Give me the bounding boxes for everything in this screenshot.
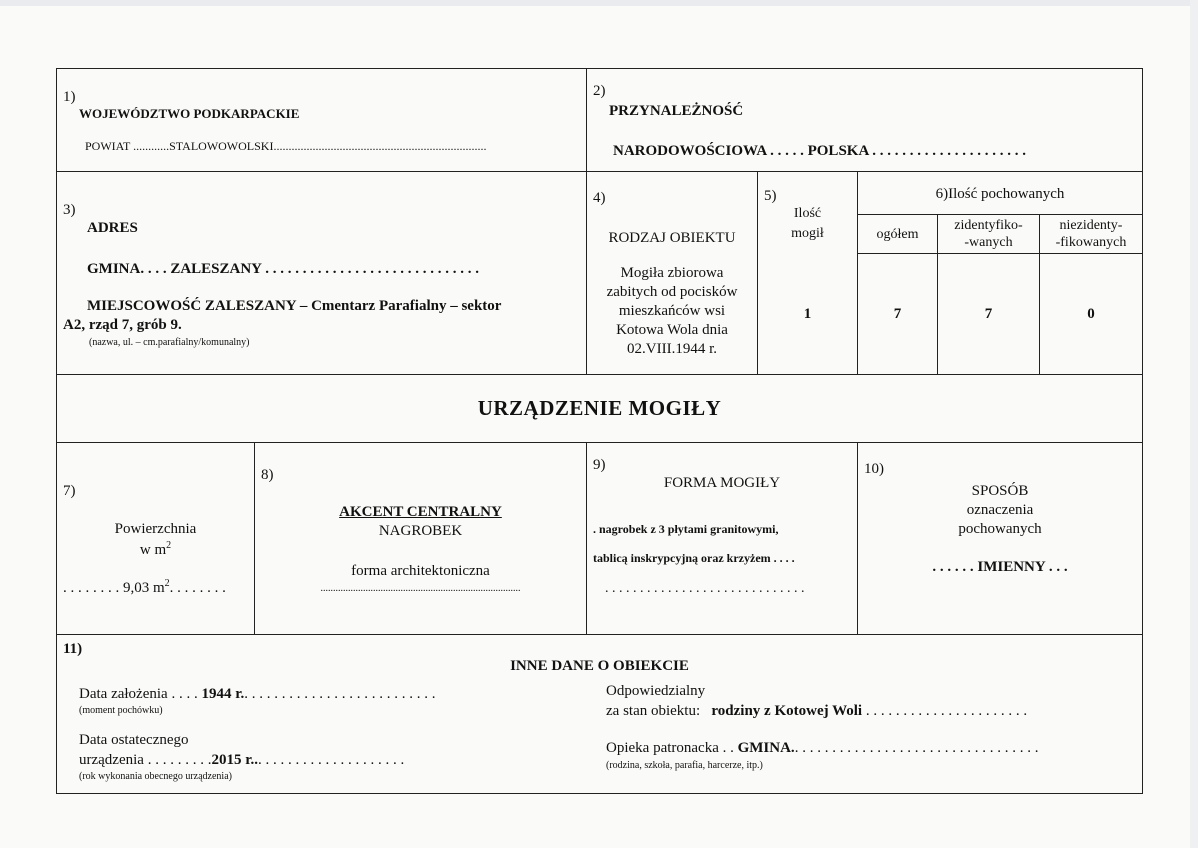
rodzaj-line: Kotowa Wola dnia: [616, 322, 728, 338]
zalozenia-value: 1944 r.: [201, 686, 245, 702]
section-number: 4): [593, 190, 606, 206]
rodzaj-obiektu-title: RODZAJ OBIEKTU: [608, 230, 736, 246]
niezidentyfikowanych-label-1: niezidenty-: [1059, 218, 1123, 233]
inne-dane-title: INNE DANE O OBIEKCIE: [510, 658, 689, 674]
odpowiedzialny: [606, 703, 1027, 720]
value-ogolem: [857, 253, 938, 375]
area-dots: . . . . . . . .: [169, 580, 226, 596]
cell-inne-dane: [56, 634, 1143, 794]
urzadzenie-mogily-heading: URZĄDZENIE MOGIŁY: [477, 396, 722, 420]
cell-sposob-oznaczenia: [857, 442, 1143, 635]
ostatecznego-note: (rok wykonania obecnego urządzenia): [79, 771, 232, 782]
ogolem-value: 7: [893, 306, 902, 322]
pochowanych-label: pochowanych: [958, 521, 1042, 537]
niezidentyfikowanych-value: 0: [1087, 306, 1095, 322]
ostatecznego-value: 2015 r..: [211, 752, 258, 768]
opieka-patronacka: [606, 740, 1038, 757]
unit-text: w m: [139, 542, 167, 558]
zalozenia-dots: . . . . . . . . . . . . . . . . . . . . . . . . . .: [244, 686, 436, 702]
cell-powierzchnia: [56, 442, 255, 635]
section-number: 1): [63, 89, 76, 105]
section-number: 10): [864, 461, 884, 477]
rodzaj-line: zabitych od pocisków: [606, 284, 738, 300]
value-zidentyfikowanych: [937, 253, 1040, 375]
section-number: 8): [261, 467, 274, 483]
rodzaj-line: mieszkańców wsi: [618, 303, 726, 319]
section-number: 2): [593, 83, 606, 99]
odpowiedzialny-label-1: Odpowiedzialny: [606, 683, 706, 699]
sposob-label: SPOSÓB: [971, 483, 1029, 499]
section-number: 3): [63, 202, 76, 218]
forma-mogily-title: FORMA MOGIŁY: [663, 475, 781, 491]
opieka-dots: . . . . . . . . . . . . . . . . . . . . . . . . . . . . . . . . .: [794, 740, 1039, 756]
zidentyfikowanych-value: 7: [984, 306, 993, 322]
cell-forma-mogily: [586, 442, 858, 635]
cell-ilosc-mogil: [757, 171, 858, 375]
opieka-label: Opieka patronacka . .: [606, 740, 734, 756]
zalozenia-note: (moment pochówku): [79, 705, 163, 716]
wojewodztwo-value: WOJEWÓDZTWO PODKARPACKIE: [79, 106, 300, 121]
odpowiedzialny-label-2: za stan obiektu:: [606, 703, 701, 719]
forma-dots: . . . . . . . . . . . . . . . . . . . . . . . . . . . . .: [605, 581, 805, 596]
forma-line-2: tablicą inskrypcyjną oraz krzyżem . . . .: [593, 551, 795, 565]
powierzchnia-label: Powierzchnia: [114, 521, 197, 537]
forma-line-1: . nagrobek z 3 płytami granitowymi,: [593, 522, 779, 536]
opieka-value: GMINA.: [737, 740, 795, 756]
zidentyfikowanych-label-2: -wanych: [964, 235, 1013, 250]
ilosc-pochowanych-title: 6)Ilość pochowanych: [935, 186, 1065, 202]
section-number: 7): [63, 483, 76, 499]
cell-ilosc-pochowanych: [857, 171, 1143, 215]
powiat-value: POWIAT ............STALOWOWOLSKI.......................................................................: [85, 139, 487, 153]
ilosc-mogil-value: 1: [803, 306, 812, 322]
data-zalozenia: [79, 686, 435, 703]
ogolem-label: ogółem: [876, 227, 919, 242]
ostatecznego-dots: . . . . . . . . . . . . . . . . . . . .: [257, 752, 405, 768]
rodzaj-line: 02.VIII.1944 r.: [627, 341, 717, 357]
rodzaj-line: Mogiła zbiorowa: [620, 265, 724, 281]
section-number: 11): [63, 641, 83, 657]
area-text: . . . . . . . . 9,03 m: [63, 580, 165, 596]
cell-urzadzenie-heading: [56, 374, 1143, 443]
cell-adres: [56, 171, 587, 375]
miejscowosc-line-2: A2, rząd 7, grób 9.: [63, 317, 182, 333]
ilosc-mogil-title-2: mogił: [791, 226, 824, 241]
zalozenia-label: Data założenia . . . .: [79, 686, 198, 702]
miejscowosc-line-1: MIEJSCOWOŚĆ ZALESZANY – Cmentarz Parafialny – sektor: [87, 298, 502, 314]
col-header-niezidentyfikowanych: [1039, 214, 1143, 254]
narodowosc-value: NARODOWOŚCIOWA . . . . . POLSKA . . . . . . . . . . . . . . . . . . . . .: [613, 143, 1026, 159]
area-sup: 2: [164, 578, 170, 589]
opieka-note: (rodzina, szkoła, parafia, harcerze, itp.): [606, 760, 763, 771]
sposob-value: . . . . . . IMIENNY . . .: [932, 559, 1068, 575]
value-niezidentyfikowanych: [1039, 253, 1143, 375]
ilosc-mogil-title-1: Ilość: [793, 206, 822, 221]
data-ostatecznego: [79, 752, 404, 769]
forma-architektoniczna-label: forma architektoniczna: [351, 563, 490, 579]
scan-edge-right: [1190, 0, 1198, 848]
col-header-zidentyfikowanych: [937, 214, 1040, 254]
ostatecznego-label-2: urządzenia . . . . . . . . .: [79, 752, 212, 768]
section-number: 5): [764, 188, 777, 204]
akcent-centralny-title: AKCENT CENTRALNY: [339, 504, 502, 520]
adres-note: (nazwa, ul. – cm.parafialny/komunalny): [89, 337, 250, 348]
przynaleznosc-label: PRZYNALEŻNOŚĆ: [609, 103, 744, 119]
nagrobek-label: NAGROBEK: [378, 523, 463, 539]
ostatecznego-label-1: Data ostatecznego: [79, 732, 189, 748]
niezidentyfikowanych-label-2: -fikowanych: [1055, 235, 1127, 250]
col-header-ogolem: [857, 214, 938, 254]
cell-przynaleznosc: [586, 68, 1143, 172]
odpowiedzialny-value: rodziny z Kotowej Woli: [711, 703, 863, 719]
odpowiedzialny-dots: . . . . . . . . . . . . . . . . . . . . . .: [865, 703, 1028, 719]
section-number: 9): [593, 457, 606, 473]
cell-rodzaj-obiektu: [586, 171, 758, 375]
cell-wojewodztwo: [56, 68, 587, 172]
zidentyfikowanych-label-1: zidentyfiko-: [954, 218, 1023, 233]
powierzchnia-unit: [57, 540, 254, 559]
oznaczenia-label: oznaczenia: [966, 502, 1034, 518]
powierzchnia-value: [63, 578, 226, 597]
akcent-dots: ................................................................................: [320, 583, 521, 594]
cell-akcent-centralny: [254, 442, 587, 635]
scan-edge-top: [0, 0, 1198, 6]
unit-sup: 2: [166, 540, 172, 551]
adres-title: ADRES: [87, 220, 138, 236]
gmina-value: GMINA. . . . ZALESZANY . . . . . . . . . . . . . . . . . . . . . . . . . . . . .: [87, 261, 479, 277]
